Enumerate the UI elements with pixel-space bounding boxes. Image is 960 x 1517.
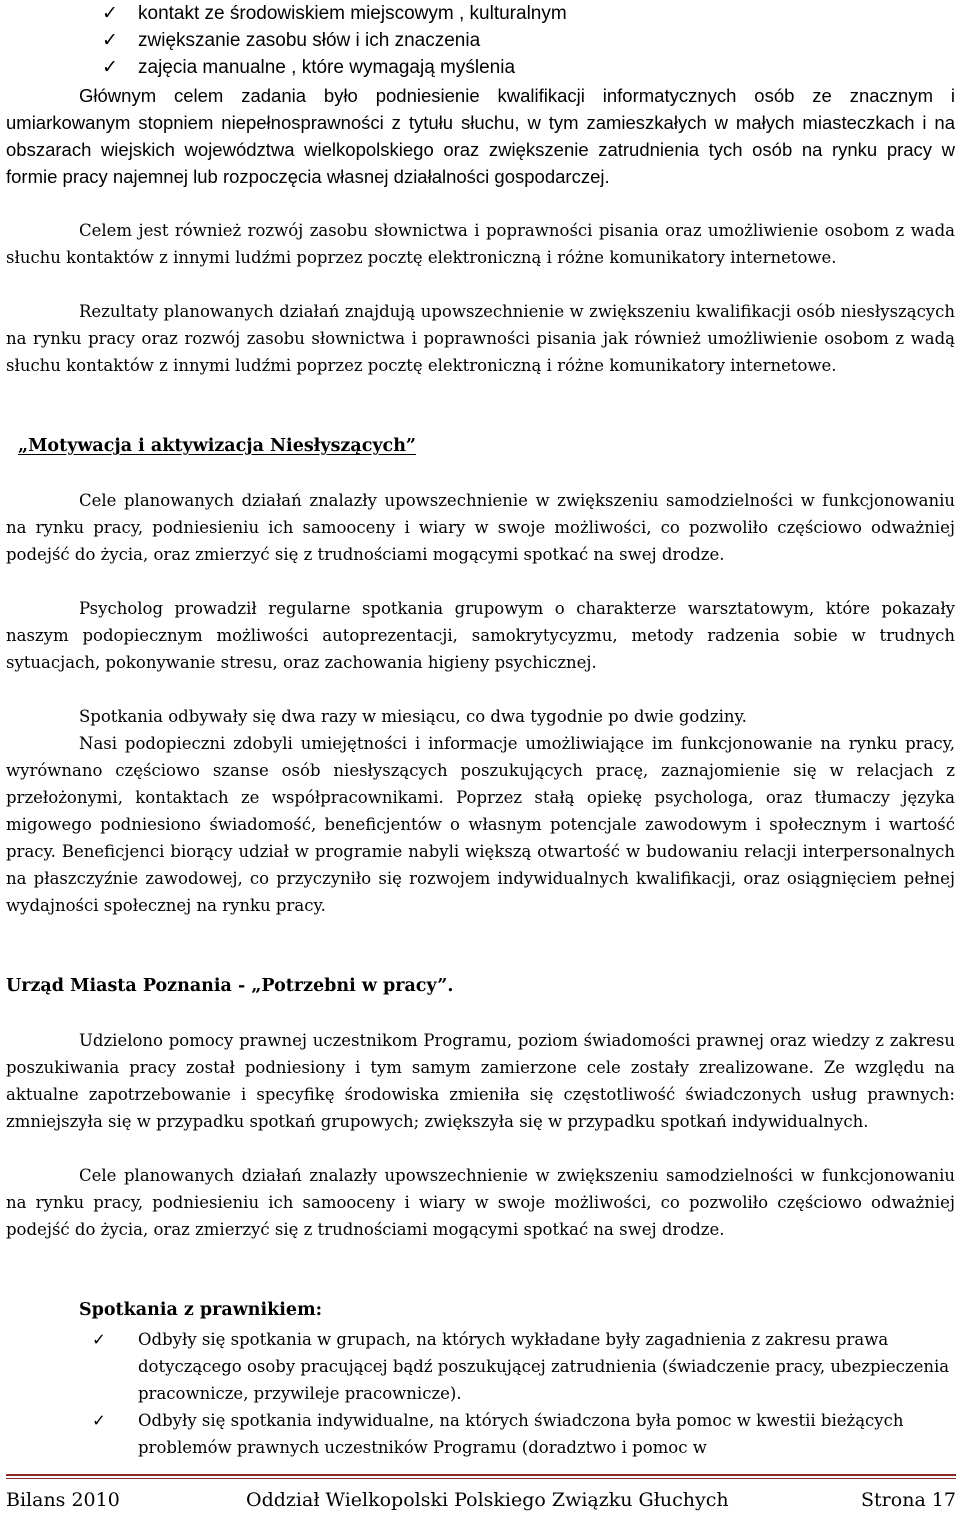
list-item bbox=[92, 1407, 954, 1461]
paragraph-goal-vocabulary: Celem jest również rozwój zasobu słownictwa i poprawności pisania oraz umożliwienie osobom z wada słuchu kontaktów z innymi ludźmi poprzez pocztę elektroniczną i różne komunikatory internetowe. bbox=[6, 221, 955, 267]
list-item bbox=[102, 0, 567, 27]
footer-organization: Oddział Wielkopolski Polskiego Związku Głuchych bbox=[246, 1489, 729, 1511]
checkmark-icon: ✓ bbox=[92, 1411, 106, 1430]
checkmark-icon: ✓ bbox=[102, 57, 118, 78]
list-item-text: kontakt ze środowiskiem miejscowym , kulturalnym bbox=[138, 3, 567, 24]
paragraph-psychologist: Psycholog prowadził regularne spotkania grupowym o charakterze warsztatowym, które pokazały naszym podopiecznym możliwości autoprezentacji, samokrytycyzmu, metody radzenia sobie w trudnych sytuacjach, pokonywanie stresu, oraz zachowania higieny psychicznej. bbox=[6, 599, 955, 672]
checkmark-icon: ✓ bbox=[92, 1330, 106, 1349]
footer-report-title: Bilans 2010 bbox=[6, 1489, 120, 1511]
paragraph-meetings: Spotkania odbywały się dwa razy w miesiącu, co dwa tygodnie po dwie godziny. bbox=[79, 707, 747, 726]
section-heading-spotkania: Spotkania z prawnikiem: bbox=[79, 1300, 323, 1320]
list-item bbox=[102, 54, 567, 81]
list-item-text: Odbyły się spotkania indywidualne, na których świadczona była pomoc w kwestii bieżących problemów prawnych uczestników Programu (doradztwo i pomoc w bbox=[138, 1411, 904, 1457]
list-item-text: zajęcia manualne , które wymagają myślenia bbox=[138, 57, 516, 78]
paragraph-skills: Nasi podopieczni zdobyli umiejętności i informacje umożliwiające im funkcjonowanie na rynku pracy, wyrównano częściowo szanse osób niesłyszących poszukujących pracę, zaznajomienie się w relacjach z przełożonymi, kontaktach ze współpracownikami. Poprzez stałą opiekę psychologa, oraz tłumaczy języka migowego podniesiono świadomość, beneficjentów o własnym potencjale zawodowym i społecznym i wartość pracy. Beneficjenci biorący udział w programie nabyli większą otwartość w budowaniu relacji interpersonalnych na płaszczyźnie zawodowej, co przyczyniło się rozwojem indywidualnych kwalifikacji, oraz osiągnięciem pełnej wydajności społecznej na rynku pracy. bbox=[6, 734, 955, 915]
list-item-text: Odbyły się spotkania w grupach, na których wykładane były zagadnienia z zakresu prawa dotyczącego osoby pracującej bądź poszukującej zatrudnienia (świadczenie pracy, ubezpieczenia pracownicze, przywileje pracownicze). bbox=[138, 1330, 950, 1403]
paragraph-goals-outcome-2: Cele planowanych działań znalazły upowszechnienie w zwiększeniu samodzielności w funkcjonowaniu na rynku pracy, podniesieniu ich samooceny i wiary w swoje możliwości, co pozwoliło częściowo odważniej podejść do życia, oraz zmierzyć się z trudnościami mogącymi spotkać na swej drodze. bbox=[6, 1166, 955, 1239]
footer-page-number: Strona 17 bbox=[861, 1489, 956, 1511]
section-heading-urzad: Urząd Miasta Poznania - „Potrzebni w pracy”. bbox=[6, 976, 454, 996]
activities-checklist bbox=[102, 0, 567, 81]
page-footer bbox=[6, 1483, 956, 1517]
paragraph-main-goal: Głównym celem zadania było podniesienie kwalifikacji informatycznych osób ze znacznym i umiarkowanym stopniem niepełnosprawności z tytułu słuchu, w tym zamieszkałych w małych miasteczkach i na obszarach wiejskich województwa wielkopolskiego oraz zwiększenie zatrudnienia tych osób na rynku pracy w formie pracy najemnej lub rozpoczęcia własnej działalności gospodarczej. bbox=[6, 85, 955, 187]
list-item bbox=[102, 27, 567, 54]
footer-rule-thick bbox=[6, 1474, 956, 1476]
section-heading-motywacja: „Motywacja i aktywizacja Niesłyszących” bbox=[18, 436, 416, 456]
footer-rule-thin bbox=[6, 1478, 956, 1479]
list-item-text: zwiększanie zasobu słów i ich znaczenia bbox=[138, 30, 481, 51]
paragraph-goals-outcome: Cele planowanych działań znalazły upowszechnienie w zwiększeniu samodzielności w funkcjonowaniu na rynku pracy, podniesieniu ich samooceny i wiary w swoje możliwości, co pozwoliło częściowo odważniej podejść do życia, oraz zmierzyć się z trudnościami mogącymi spotkać na swej drodze. bbox=[6, 491, 955, 564]
lawyer-meetings-checklist bbox=[92, 1326, 954, 1461]
checkmark-icon: ✓ bbox=[102, 30, 118, 51]
list-item bbox=[92, 1326, 954, 1407]
paragraph-legal-aid: Udzielono pomocy prawnej uczestnikom Programu, poziom świadomości prawnej oraz wiedzy z zakresu poszukiwania pracy został podniesiony i tym samym zamierzone cele zostały zrealizowane. Ze względu na aktualne zapotrzebowanie i specyfikę środowiska zmieniła się częstotliwość świadczonych usług prawnych: zmniejszyła się w przypadku spotkań grupowych; zwiększyła się w przypadku spotkań indywidualnych. bbox=[6, 1031, 955, 1131]
checkmark-icon: ✓ bbox=[102, 3, 118, 24]
paragraph-results: Rezultaty planowanych działań znajdują upowszechnienie w zwiększeniu kwalifikacji osób niesłyszących na rynku pracy oraz rozwój zasobu słownictwa i poprawności pisania jak również umożliwienie osobom z wadą słuchu kontaktów z innymi ludźmi poprzez pocztę elektroniczną i różne komunikatory internetowe. bbox=[6, 302, 955, 375]
